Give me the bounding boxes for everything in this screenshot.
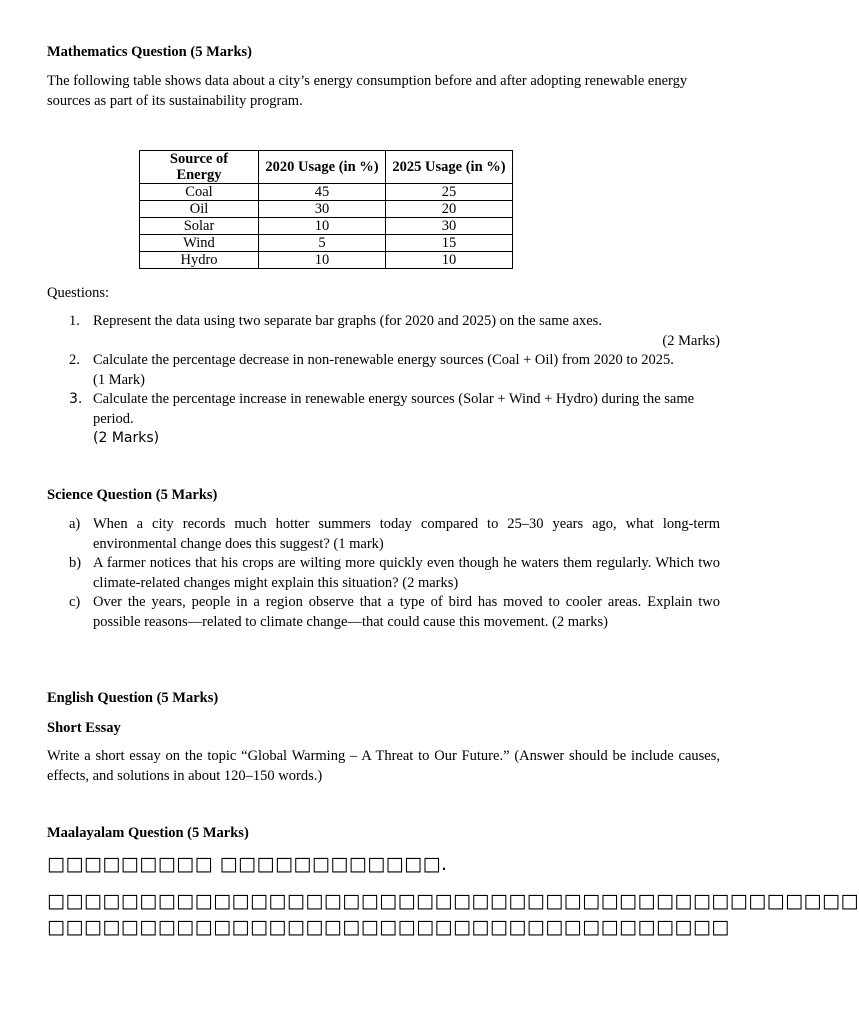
- question-marks: (2 Marks): [93, 430, 160, 446]
- table-cell: Wind: [140, 235, 259, 252]
- item-text: When a city records much hotter summers today compared to 25–30 years ago, what long-term environmental change does this suggest? (1 mark): [93, 516, 720, 552]
- table-cell: Coal: [140, 184, 259, 201]
- malayalam-text-line: [47, 890, 859, 912]
- table-row: [140, 184, 513, 201]
- malayalam-heading: Maalayalam Question (5 Marks): [47, 825, 249, 841]
- question-text: Calculate the percentage decrease in non-renewable energy sources (Coal + Oil) from 2020 to 2025.: [93, 352, 674, 368]
- malayalam-word: □□□□□□□□: [47, 890, 195, 912]
- malayalam-word: □□□□□: [545, 916, 638, 938]
- malayalam-text-line: [47, 916, 730, 938]
- item-text: Over the years, people in a region observe that a type of bird has moved to cooler areas. Explain two possible reasons—related to climate change—that could cause this movement. (2 marks): [93, 594, 720, 630]
- energy-table: [139, 150, 513, 269]
- list-item: [47, 515, 720, 554]
- table-row: [140, 235, 513, 252]
- table-row: [140, 252, 513, 269]
- table-cell: 10: [259, 218, 386, 235]
- table-cell: Solar: [140, 218, 259, 235]
- malayalam-word: □□□□□□□□: [194, 890, 343, 912]
- table-cell: 30: [259, 201, 386, 218]
- malayalam-word: □□□□□: [47, 916, 140, 938]
- table-cell: 25: [386, 184, 513, 201]
- list-item: [47, 390, 720, 449]
- question-number: 3.: [69, 391, 83, 407]
- malayalam-title-line: □□□□□□□□□ □□□□□□□□□□□□.: [47, 853, 448, 875]
- table-cell: 10: [386, 252, 513, 269]
- list-item: [47, 312, 720, 351]
- question-text: Represent the data using two separate bar graphs (for 2020 and 2025) on the same axes.: [93, 313, 602, 329]
- malayalam-word: □□□□□□□□□□□□□□□□□: [342, 890, 656, 912]
- table-header-cell: 2025 Usage (in %): [386, 151, 513, 184]
- item-label: b): [69, 555, 82, 571]
- item-text: A farmer notices that his crops are wilting more quickly even though he waters them regularly. Which two climate-related changes might explain this situation? (2 marks): [93, 555, 720, 591]
- malayalam-word: □□□□□□□: [416, 916, 546, 938]
- malayalam-word: □□□□: [711, 890, 786, 912]
- table-cell: 20: [386, 201, 513, 218]
- malayalam-word: □□□□□□: [305, 916, 417, 938]
- question-marks: (1 Mark): [93, 371, 145, 388]
- question-number: 2.: [69, 352, 80, 368]
- malayalam-word: □□□□: [785, 890, 859, 912]
- table-header-cell: Source of Energy: [140, 151, 259, 184]
- malayalam-word: □□□□□: [637, 916, 730, 938]
- question-text: Calculate the percentage increase in renewable energy sources (Solar + Wind + Hydro) during the same period.: [93, 391, 695, 427]
- table-cell: 10: [259, 252, 386, 269]
- math-question-list: [47, 312, 720, 449]
- item-label: a): [69, 516, 81, 532]
- english-prompt: Write a short essay on the topic “Global Warming – A Threat to Our Future.” (Answer should be include causes, effects, and solutions in about 120–150 words.): [47, 748, 720, 784]
- list-item: [47, 351, 720, 390]
- table-header-cell: 2020 Usage (in %): [259, 151, 386, 184]
- item-label: c): [69, 594, 81, 610]
- math-intro: The following table shows data about a city’s energy consumption before and after adopting renewable energy sources as part of its sustainability program.: [47, 73, 688, 109]
- english-subheading: Short Essay: [47, 720, 121, 736]
- math-heading: Mathematics Question (5 Marks): [47, 44, 252, 60]
- table-row: [140, 218, 513, 235]
- table-cell: 45: [259, 184, 386, 201]
- table-cell: Oil: [140, 201, 259, 218]
- question-number: 1.: [69, 313, 80, 329]
- science-heading: Science Question (5 Marks): [47, 487, 218, 503]
- question-marks: (2 Marks): [662, 332, 720, 349]
- list-item: [47, 554, 720, 593]
- science-question-list: [47, 515, 720, 632]
- english-heading: English Question (5 Marks): [47, 690, 219, 706]
- table-row: [140, 201, 513, 218]
- list-item: [47, 593, 720, 632]
- table-cell: 30: [386, 218, 513, 235]
- table-cell: Hydro: [140, 252, 259, 269]
- malayalam-word: □□□: [655, 890, 712, 912]
- table-cell: 15: [386, 235, 513, 252]
- table-cell: 5: [259, 235, 386, 252]
- questions-label: Questions:: [47, 285, 110, 301]
- malayalam-word: □□□□□□□□□: [139, 916, 306, 938]
- table-header-row: [140, 151, 513, 184]
